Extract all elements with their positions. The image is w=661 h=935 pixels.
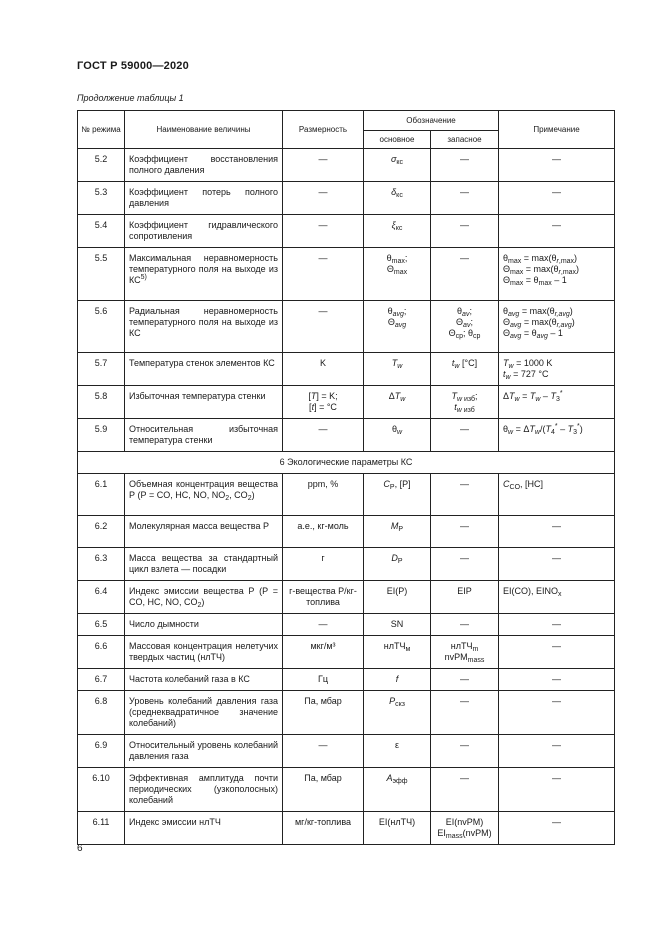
row-note: — — [499, 669, 615, 691]
table-row — [78, 248, 615, 301]
row-name: Коэффициент потерь полного давления — [125, 182, 283, 215]
row-dimension: Па, мбар — [283, 768, 364, 812]
row-main-symbol: $A_{эфф}$ — [364, 768, 431, 812]
row-main-symbol: $M_P$ — [364, 516, 431, 548]
row-name: Молекулярная масса вещества Р — [125, 516, 283, 548]
header-num: № режима — [78, 111, 125, 149]
table-row — [78, 636, 615, 669]
row-num: 5.5 — [78, 248, 125, 301]
row-main-symbol: $C_P$, [P] — [364, 474, 431, 516]
table-row — [78, 581, 615, 614]
row-num: 6.9 — [78, 735, 125, 768]
table-row — [78, 691, 615, 735]
row-main-symbol: f — [364, 669, 431, 691]
row-num: 6.3 — [78, 548, 125, 581]
table-row — [78, 353, 615, 386]
row-num: 5.8 — [78, 386, 125, 419]
row-main-symbol: EI(нлТЧ) — [364, 812, 431, 845]
row-dimension: г — [283, 548, 364, 581]
row-num: 5.3 — [78, 182, 125, 215]
row-main-symbol: $\theta_{max}$; $\Theta_{max}$ — [364, 248, 431, 301]
row-dimension: K — [283, 353, 364, 386]
row-name: Относительная избыточная температура стенки — [125, 419, 283, 452]
row-note: — — [499, 812, 615, 845]
row-note: — — [499, 182, 615, 215]
row-note: — — [499, 548, 615, 581]
row-alt-symbol: — — [431, 691, 499, 735]
table-row — [78, 182, 615, 215]
table-row — [78, 735, 615, 768]
row-dimension: — — [283, 614, 364, 636]
row-num: 5.2 — [78, 149, 125, 182]
row-note: $\theta_{max} = \max(\theta_{r,max})$ $\Theta_{max} = \max(\theta_{r,max})$ $\Theta_{max} = \theta_{max} - 1$ — [499, 248, 615, 301]
row-main-symbol: $\theta_w$ — [364, 419, 431, 452]
row-num: 6.5 — [78, 614, 125, 636]
row-alt-symbol: — — [431, 248, 499, 301]
row-name: Максимальная неравномерность температурного поля на выходе из КС$^{5)}$ — [125, 248, 283, 301]
header-note: Примечание — [499, 111, 615, 149]
row-name: Масса вещества за стандартный цикл взлета — посадки — [125, 548, 283, 581]
row-name: Уровень колебаний давления газа (среднеквадратичное значение колебаний) — [125, 691, 283, 735]
row-num: 6.4 — [78, 581, 125, 614]
row-name: Эффективная амплитуда почти периодических (узкополосных) колебаний — [125, 768, 283, 812]
table-row — [78, 149, 615, 182]
row-alt-symbol: $t_w$ [°C] — [431, 353, 499, 386]
row-num: 6.6 — [78, 636, 125, 669]
table-row — [78, 516, 615, 548]
row-alt-symbol: — — [431, 516, 499, 548]
row-main-symbol: $P_{скз}$ — [364, 691, 431, 735]
table-continuation-label: Продолжение таблицы 1 — [77, 93, 184, 103]
row-alt-symbol: — — [431, 149, 499, 182]
header-main: основное — [364, 131, 431, 149]
table-row — [78, 474, 615, 516]
row-main-symbol: SN — [364, 614, 431, 636]
row-name: Радиальная неравномерность температурного поля на выходе из КС — [125, 301, 283, 353]
row-num: 6.1 — [78, 474, 125, 516]
row-dimension: [T] = K; [t] = °C — [283, 386, 364, 419]
row-note: $C_{CO}$, [HC] — [499, 474, 615, 516]
row-note: — — [499, 614, 615, 636]
row-alt-symbol: — — [431, 614, 499, 636]
row-dimension: г-вещества Р/кг-топлива — [283, 581, 364, 614]
row-num: 6.10 — [78, 768, 125, 812]
row-alt-symbol: — — [431, 768, 499, 812]
row-alt-symbol: нлТЧ$_m$ nvPM$_{mass}$ — [431, 636, 499, 669]
row-num: 5.4 — [78, 215, 125, 248]
table-row — [78, 812, 615, 845]
row-note: $\theta_w = \Delta T_w/(T_4^* - T_3^*)$ — [499, 419, 615, 452]
row-name: Массовая концентрация нелетучих твердых частиц (нлТЧ) — [125, 636, 283, 669]
row-main-symbol: $\Delta T_w$ — [364, 386, 431, 419]
row-main-symbol: $D_P$ — [364, 548, 431, 581]
row-alt-symbol: $\theta_{av}$; $\Theta_{av}$; $\Theta_{ср}$; $\theta_{ср}$ — [431, 301, 499, 353]
row-alt-symbol: EI(nvPM) $EI_{mass}(nvPM)$ — [431, 812, 499, 845]
row-note: — — [499, 691, 615, 735]
row-num: 6.7 — [78, 669, 125, 691]
row-dimension: — — [283, 735, 364, 768]
parameters-table — [77, 110, 615, 845]
row-name: Частота колебаний газа в КС — [125, 669, 283, 691]
row-note: $T_w = 1000$ K $t_w = 727$ °C — [499, 353, 615, 386]
table-row — [78, 215, 615, 248]
row-main-symbol: $\delta_{кс}$ — [364, 182, 431, 215]
row-note: EI(CO), $EINO_x$ — [499, 581, 615, 614]
row-num: 6.11 — [78, 812, 125, 845]
table-row — [78, 419, 615, 452]
row-note: — — [499, 516, 615, 548]
row-num: 5.6 — [78, 301, 125, 353]
row-name: Температура стенок элементов КС — [125, 353, 283, 386]
row-dimension: — — [283, 248, 364, 301]
row-note: — — [499, 149, 615, 182]
row-alt-symbol: $T_{w изб}$; $t_{w изб}$ — [431, 386, 499, 419]
row-alt-symbol: — — [431, 182, 499, 215]
header-designation: Обозначение — [364, 111, 499, 131]
row-alt-symbol: EIP — [431, 581, 499, 614]
row-dimension: — — [283, 301, 364, 353]
table-row — [78, 768, 615, 812]
table-header-row — [78, 111, 615, 131]
row-note: — — [499, 768, 615, 812]
document-standard-title: ГОСТ Р 59000—2020 — [77, 60, 189, 72]
row-name: Объемная концентрация вещества Р (Р = CO, HC, NO, $NO_2$, $CO_2$) — [125, 474, 283, 516]
row-note: — — [499, 735, 615, 768]
row-main-symbol: $\sigma_{кс}$ — [364, 149, 431, 182]
row-name: Индекс эмиссии нлТЧ — [125, 812, 283, 845]
row-num: 6.8 — [78, 691, 125, 735]
row-name: Коэффициент гидравлического сопротивления — [125, 215, 283, 248]
header-alt: запасное — [431, 131, 499, 149]
table-row — [78, 669, 615, 691]
row-dimension: мкг/м³ — [283, 636, 364, 669]
row-num: 6.2 — [78, 516, 125, 548]
row-note: — — [499, 215, 615, 248]
row-alt-symbol: — — [431, 548, 499, 581]
table-row — [78, 386, 615, 419]
row-main-symbol: $\xi_{кс}$ — [364, 215, 431, 248]
row-main-symbol: EI(P) — [364, 581, 431, 614]
table-row — [78, 548, 615, 581]
row-name: Относительный уровень колебаний давления газа — [125, 735, 283, 768]
table-row — [78, 301, 615, 353]
row-dimension: — — [283, 182, 364, 215]
row-name: Число дымности — [125, 614, 283, 636]
row-note: — — [499, 636, 615, 669]
row-dimension: а.е., кг-моль — [283, 516, 364, 548]
section-row — [78, 452, 615, 474]
row-alt-symbol: — — [431, 419, 499, 452]
row-num: 5.7 — [78, 353, 125, 386]
row-main-symbol: ε — [364, 735, 431, 768]
row-name: Коэффициент восстановления полного давления — [125, 149, 283, 182]
row-main-symbol: $T_w$ — [364, 353, 431, 386]
page-number: 6 — [77, 843, 83, 854]
row-dimension: — — [283, 419, 364, 452]
row-note: $\Delta T_w = T_w - T_3^*$ — [499, 386, 615, 419]
row-name: Индекс эмиссии вещества Р (Р = CO, HC, NO, $CO_2$) — [125, 581, 283, 614]
row-main-symbol: нлТЧ$_м$ — [364, 636, 431, 669]
row-alt-symbol: — — [431, 474, 499, 516]
row-num: 5.9 — [78, 419, 125, 452]
row-dimension: Гц — [283, 669, 364, 691]
row-alt-symbol: — — [431, 215, 499, 248]
row-dimension: ppm, % — [283, 474, 364, 516]
row-note: $\theta_{avg} = \max(\theta_{r,avg})$ $\Theta_{avg} = \max(\theta_{r,avg})$ $\Theta_{avg} = \theta_{avg} - 1$ — [499, 301, 615, 353]
row-dimension: — — [283, 149, 364, 182]
header-name: Наименование величины — [125, 111, 283, 149]
table-row — [78, 614, 615, 636]
row-main-symbol: $\theta_{avg}$; $\Theta_{avg}$ — [364, 301, 431, 353]
section-title: 6 Экологические параметры КС — [78, 452, 615, 474]
row-dimension: мг/кг-топлива — [283, 812, 364, 845]
row-dimension: Па, мбар — [283, 691, 364, 735]
row-alt-symbol: — — [431, 735, 499, 768]
row-dimension: — — [283, 215, 364, 248]
row-alt-symbol: — — [431, 669, 499, 691]
header-dimension: Размерность — [283, 111, 364, 149]
row-name: Избыточная температура стенки — [125, 386, 283, 419]
